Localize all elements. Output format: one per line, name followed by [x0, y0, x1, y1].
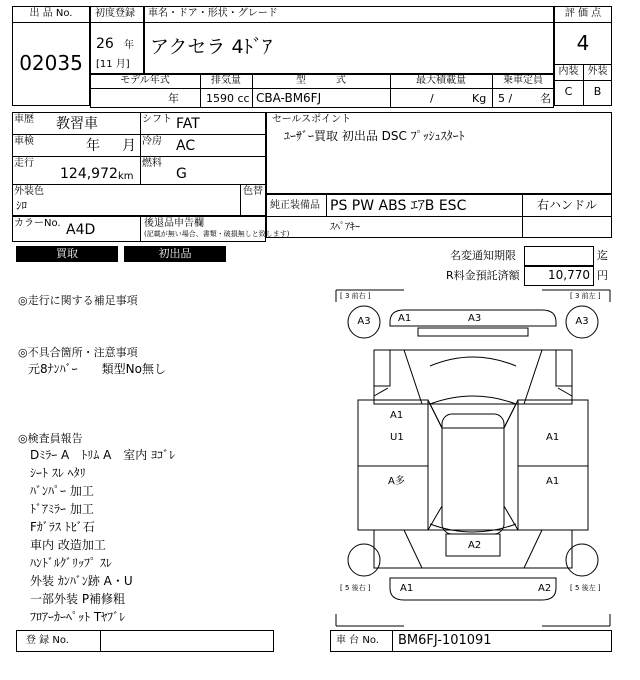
first-reg-year: 26	[96, 36, 114, 52]
inspection-label: 車検	[14, 136, 34, 147]
capacity-value: 5 /	[498, 92, 513, 105]
lot-number: 02035	[19, 51, 83, 75]
lot-label: 出 品 No.	[29, 8, 73, 19]
front-bumper-left: A1	[398, 313, 412, 324]
sales-point-value: ﾕｰｻﾞｰ買取 初出品 DSC ﾌﾟｯｼｭｽﾀｰﾄ	[284, 129, 465, 143]
first-reg-month: [11 月]	[96, 59, 130, 70]
recycle-unit: 円	[597, 269, 608, 282]
handle-side: 右ハンドル	[536, 198, 597, 212]
inspection-year: 年	[86, 138, 100, 154]
sales-point-label: セールスポイント	[272, 114, 352, 125]
model-year-unit: 年	[168, 92, 179, 105]
type-code: CBA-BM6FJ	[256, 91, 322, 105]
exterior-grade: B	[593, 85, 602, 98]
mileage-label: 走行	[14, 158, 34, 169]
defects-line: 元8ﾅﾝﾊﾞｰ 類型No無し	[28, 362, 166, 376]
grade-label: 評 価 点	[564, 8, 602, 19]
shift-label: シフト	[142, 114, 172, 125]
capacity-label: 乗車定員	[503, 75, 543, 86]
name-change-unit: 迄	[597, 249, 608, 262]
aftermarket-label: 後退品申告欄	[144, 218, 204, 229]
inspector-line: ﾊﾞﾝﾊﾟｰ 加工	[30, 484, 94, 498]
car-damage-diagram	[334, 288, 612, 628]
mileage-unit: km	[118, 171, 134, 182]
inspector-line: Dﾐﾗｰ A ﾄﾘﾑ A 室内 ﾖｺﾞﾚ	[30, 448, 176, 462]
interior-grade: C	[564, 85, 573, 98]
inspector-line: 車内 改造加工	[30, 538, 106, 552]
displacement-label: 排気量	[211, 75, 241, 86]
equipment-label: 純正装備品	[270, 200, 320, 211]
inspector-line: 一部外装 P補修粗	[30, 592, 126, 606]
inspector-line: Fｶﾞﾗｽ ﾄﾋﾞ石	[30, 520, 95, 534]
interior-label: 内装	[558, 66, 579, 77]
left-rear-door: A1	[546, 476, 560, 487]
inspector-line: 外装 ｶﾝﾊﾞﾝ跡 A・U	[30, 574, 133, 588]
first-reg-year-unit: 年	[124, 40, 134, 51]
first-reg-label: 初度登録	[95, 8, 135, 19]
model-year-label: モデル年式	[120, 75, 170, 86]
capacity-unit: 名	[540, 92, 551, 105]
ext-color-value: ｼﾛ	[16, 199, 27, 212]
inspection-month: 月	[122, 138, 136, 154]
right-front-door-1: A1	[390, 410, 404, 421]
diagram-tag-front-right: [ 3 前右 ]	[340, 292, 371, 300]
chassis-label: 車 台 No.	[336, 635, 379, 646]
color-no-value: A4D	[66, 222, 96, 238]
max-load-unit: Kg	[472, 92, 487, 105]
front-bumper-center: A3	[468, 313, 482, 324]
left-front-door: A1	[546, 432, 560, 443]
shift-value: FAT	[176, 116, 200, 132]
inspector-line: ｼｰﾄ ｽﾚ ﾍﾀﾘ	[30, 466, 86, 480]
history-label: 車歴	[14, 114, 34, 125]
inspector-line: ﾊﾝﾄﾞﾙｸﾞﾘｯﾌﾟ ｽﾚ	[30, 556, 112, 570]
ac-value: AC	[176, 138, 196, 154]
right-front-door-2: U1	[390, 432, 404, 443]
rear-bumper-left: A1	[400, 583, 414, 594]
rear-bumper-right: A2	[538, 583, 552, 594]
overall-grade: 4	[576, 31, 590, 55]
wheel-front-left: A3	[575, 316, 589, 327]
wheel-front-right: A3	[357, 316, 371, 327]
car-name-label: 車名・ドア・形状・グレード	[148, 8, 278, 19]
color-change-label: 色替	[243, 186, 263, 197]
fuel-label: 燃料	[142, 158, 162, 169]
color-no-label: カラーNo.	[14, 218, 61, 229]
max-load-label: 最大積載量	[416, 75, 466, 86]
name-change-label: 名変通知期限	[450, 249, 516, 262]
defects-heading: ◎不具合箇所・注意事項	[18, 346, 138, 359]
equipment-extra: ｽﾍﾟｱｷｰ	[330, 222, 360, 233]
recycle-value: 10,770	[548, 268, 590, 282]
chassis-value: BM6FJ-101091	[398, 633, 492, 648]
exterior-label: 外装	[587, 66, 608, 77]
inspector-line: ﾌﾛｱｰｶｰﾍﾟｯﾄ Tﾔﾌﾞﾚ	[30, 610, 126, 624]
diagram-tag-rear-left: [ 5 後左 ]	[570, 584, 601, 592]
inspector-line: ﾄﾞｱﾐﾗｰ 加工	[30, 502, 94, 516]
equipment-items: PS PW ABS ｴｱB ESC	[330, 198, 467, 214]
car-name: アクセラ 4ﾄﾞｱ	[150, 36, 273, 58]
name-change-field	[524, 246, 594, 266]
right-rear-door: A多	[388, 476, 405, 487]
fuel-value: G	[176, 166, 187, 182]
recycle-label: R料金預託済額	[446, 269, 520, 282]
trunk-lid: A2	[468, 540, 482, 551]
type-label: 型 式	[296, 75, 346, 86]
tag-first-listing: 初出品	[124, 246, 226, 262]
max-load-value: /	[430, 92, 434, 105]
reg-no-label: 登 録 No.	[26, 635, 69, 646]
ext-color-label: 外装色	[14, 186, 44, 197]
driving-notes-heading: ◎走行に関する補足事項	[18, 294, 138, 307]
ac-label: 冷房	[142, 136, 162, 147]
inspector-heading: ◎検査員報告	[18, 432, 83, 445]
history-value: 教習車	[56, 116, 98, 132]
details-grid	[12, 112, 266, 216]
diagram-tag-rear-right: [ 5 後右 ]	[340, 584, 371, 592]
displacement-value: 1590 cc	[206, 92, 250, 105]
aftermarket-note: (記載が無い場合、書類・破損無しと致します)	[144, 230, 290, 238]
mileage-value: 124,972	[60, 166, 118, 182]
diagram-tag-front-left: [ 3 前左 ]	[570, 292, 601, 300]
tag-buyout: 買取	[16, 246, 118, 262]
